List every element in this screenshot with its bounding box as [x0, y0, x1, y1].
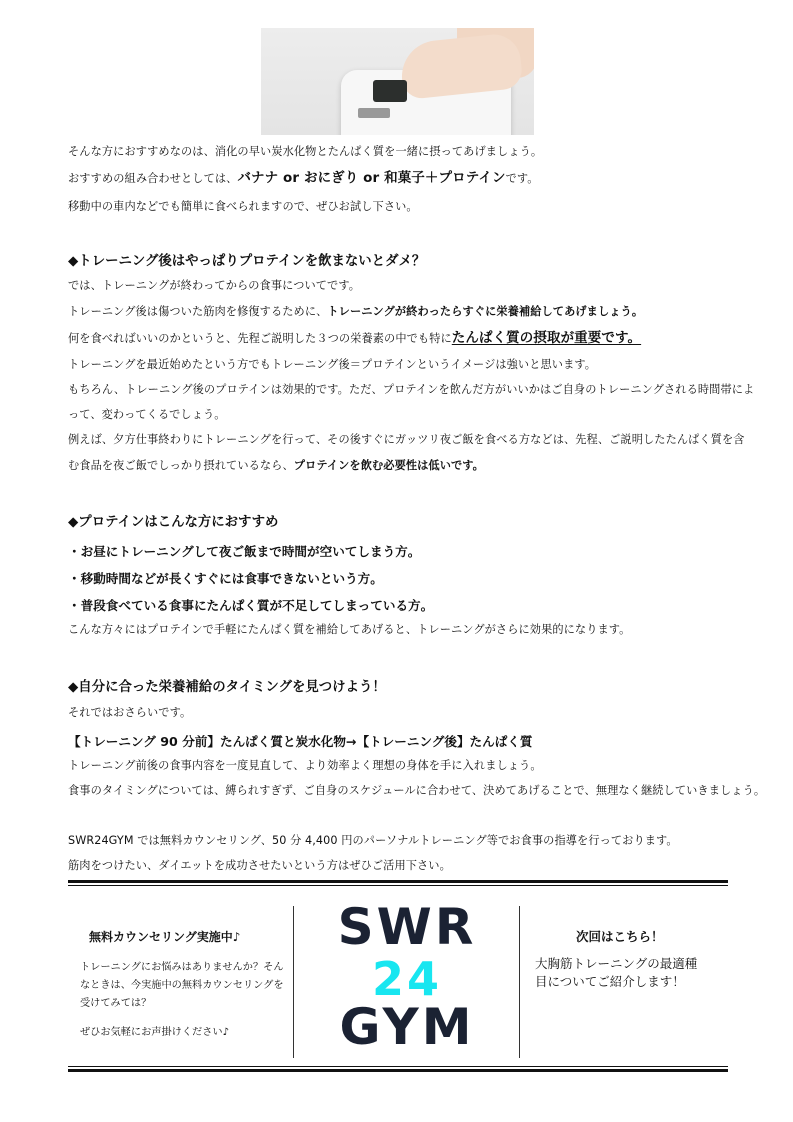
- footer-divider-left: [293, 906, 294, 1058]
- section1-p3-bold: たんぱく質の摂取が重要です。: [451, 330, 642, 346]
- logo-line-24: 24: [371, 952, 442, 1006]
- section3-p2: トレーニング前後の食事内容を一度見直して、より効率よく理想の身体を手に入れましょう。: [68, 759, 542, 772]
- section2-bullet-3: ・普段食べている食事にたんぱく質が不足してしまっている方。: [68, 598, 434, 613]
- intro-line-2-pre: おすすめの組み合わせとしては、: [68, 172, 238, 185]
- section1-p1: では、トレーニングが終わってからの食事についてです。: [68, 279, 361, 292]
- section1-p6b-pre: む食品を夜ご飯でしっかり摂れているなら、: [68, 459, 294, 472]
- section3-p1: それではおさらいです。: [68, 706, 192, 719]
- section1-p2-bold: トレーニングが終わったらすぐに栄養補給してあげましょう。: [327, 305, 644, 318]
- footer-left-line-3: 受けてみては？: [80, 998, 152, 1009]
- footer-bottom-rule-thick: [68, 1069, 728, 1072]
- scale-display: [373, 80, 407, 102]
- section3-p3: 食事のタイミングについては、縛られすぎず、ご自身のスケジュールに合わせて、決めてあげることで、無理なく継続していきましょう。: [68, 784, 766, 797]
- section1-p5a: もちろん、トレーニング後のプロテインは効果的です。ただ、プロテインを飲んだ方がいいかはご自身のトレーニングされる時間帯によ: [68, 383, 755, 396]
- section3-summary: 【トレーニング 90 分前】たんぱく質と炭水化物→【トレーニング後】たんぱく質: [68, 734, 533, 749]
- section1-p3: [68, 330, 641, 347]
- scale-button: [358, 108, 390, 118]
- section1-p6b: [68, 458, 484, 474]
- footer-top-rule-thick: [68, 880, 728, 883]
- logo-line-swr: SWR: [337, 898, 477, 956]
- section2-p1: こんな方々にはプロテインで手軽にたんぱく質を補給してあげると、トレーニングがさらに効果的になります。: [68, 623, 631, 636]
- section1-p6a: 例えば、夕方仕事終わりにトレーニングを行って、その後すぐにガッツリ夜ご飯を食べる方などは、先程、ご説明したたんぱく質を含: [68, 433, 745, 446]
- footer-right-line-2: 目についてご紹介します！: [535, 974, 685, 989]
- footer-left-line-4: ぜひお気軽にお声掛けください♪: [80, 1027, 230, 1038]
- section1-p2-pre: トレーニング後は傷ついた筋肉を修復するために、: [68, 305, 328, 318]
- section2-bullet-2: ・移動時間などが長くすぐには食事できないという方。: [68, 571, 383, 586]
- section1-heading: ◆トレーニング後はやっぱりプロテインを飲まないとダメ？: [68, 254, 426, 269]
- section1-p4: トレーニングを最近始めたという方でもトレーニング後＝プロテインというイメージは強いと思います。: [68, 358, 597, 371]
- section2-bullet-1: ・お昼にトレーニングして夜ご飯まで時間が空いてしまう方。: [68, 544, 421, 559]
- section1-p2: [68, 304, 643, 320]
- section1-p5b: って、変わってくるでしょう。: [68, 408, 226, 421]
- intro-line-2-bold: バナナ or おにぎり or 和菓子＋プロテイン: [237, 170, 506, 186]
- footer-top-rule-thin: [68, 885, 728, 886]
- footer-right-line-1: 大胸筋トレーニングの最適種: [535, 956, 698, 971]
- section3-heading: ◆自分に合った栄養補給のタイミングを見つけよう！: [68, 680, 386, 695]
- footer-right-title: 次回はこちら！: [576, 929, 664, 944]
- section1-p3-pre: 何を食べればいいのかというと、先程ご説明した３つの栄養素の中でも特に: [68, 332, 452, 345]
- logo-line-gym: GYM: [339, 998, 475, 1056]
- swr24gym-logo: [332, 898, 482, 1056]
- hero-photo: [261, 28, 534, 135]
- section2-heading: ◆プロテインはこんな方におすすめ: [68, 515, 279, 530]
- footer-bottom-rule-thin: [68, 1066, 728, 1067]
- footer-left-line-1: トレーニングにお悩みはありませんか？そん: [80, 962, 284, 973]
- intro-line-2: [68, 170, 539, 187]
- footer-divider-right: [519, 906, 520, 1058]
- footer-left-line-2: なときは、今実施中の無料カウンセリングを: [80, 980, 284, 991]
- closing-p2: 筋肉をつけたい、ダイエットを成功させたいという方はぜひご活用下さい。: [68, 859, 451, 872]
- footer-left-title: 無料カウンセリング実施中♪: [89, 930, 241, 944]
- closing-p1: SWR24GYM では無料カウンセリング、50 分 4,400 円のパーソナルトレーニング等でお食事の指導を行っております。: [68, 834, 678, 847]
- section1-p6b-bold: プロテインを飲む必要性は低いです。: [293, 459, 484, 472]
- intro-line-2-post: です。: [505, 172, 539, 185]
- intro-line-3: 移動中の車内などでも簡単に食べられますので、ぜひお試し下さい。: [68, 200, 418, 213]
- intro-line-1: そんな方におすすめなのは、消化の早い炭水化物とたんぱく質を一緒に摂ってあげましょう。: [68, 145, 543, 158]
